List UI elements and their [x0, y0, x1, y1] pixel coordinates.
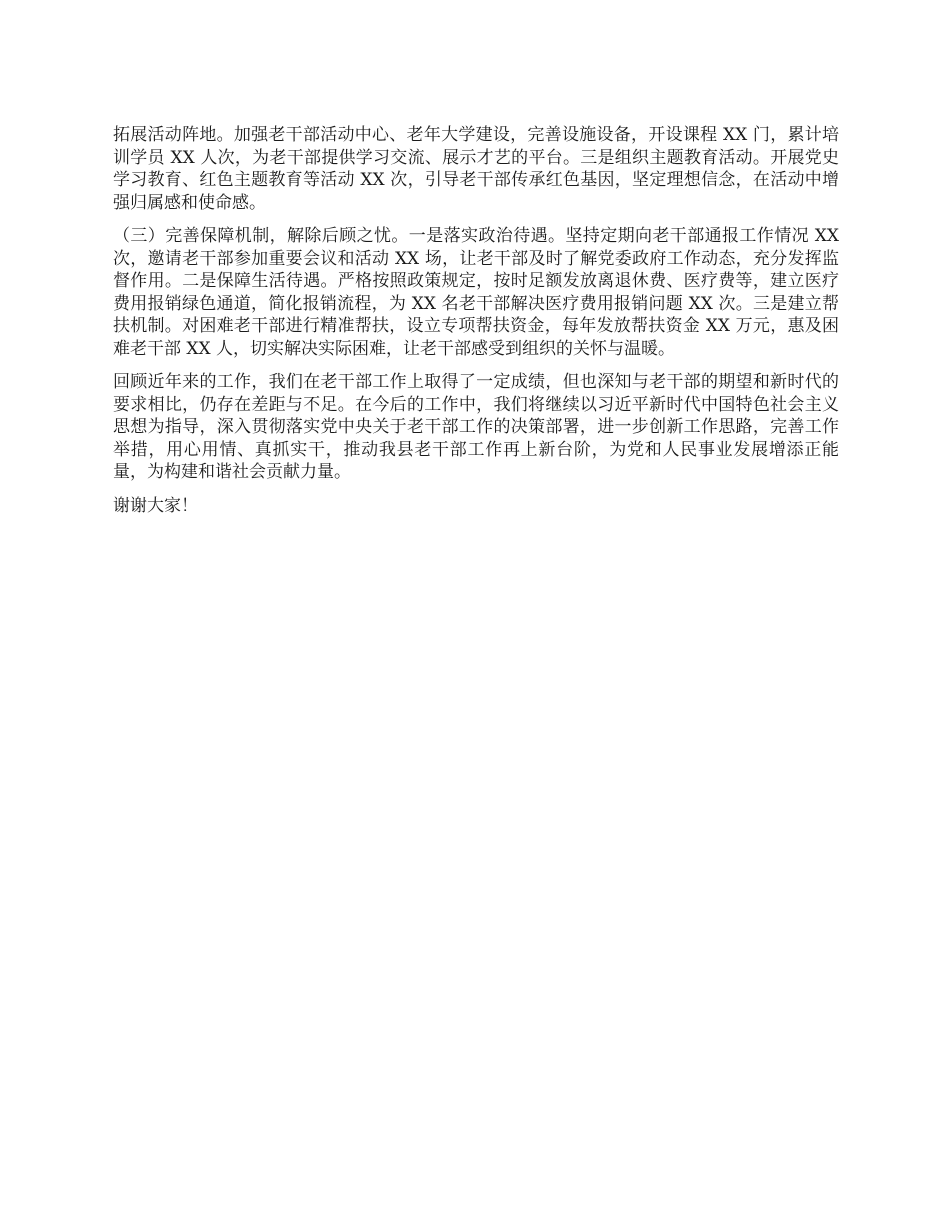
paragraph-review-outlook: 回顾近年来的工作，我们在老干部工作上取得了一定成绩，但也深知与老干部的期望和新时代的要求相比，仍存在差距与不足。在今后的工作中，我们将继续以习近平新时代中国特色社会主义思想为指导，深入贯彻落实党中央关于老干部工作的决策部署，进一步创新工作思路，完善工作举措，用心用情、真抓实干，推动我县老干部工作再上新台阶，为党和人民事业发展增添正能量，为构建和谐社会贡献力量。: [113, 372, 839, 482]
document-body: [113, 124, 839, 528]
paragraph-closing-thanks: 谢谢大家！: [113, 495, 198, 516]
paragraph-support-mechanism: （三）完善保障机制，解除后顾之忧。一是落实政治待遇。坚持定期向老干部通报工作情况 XX 次，邀请老干部参加重要会议和活动 XX 场，让老干部及时了解党委政府工作动态，充分发挥监督作用。二是保障生活待遇。严格按照政策规定，按时足额发放离退休费、医疗费等，建立医疗费用报销绿色通道，简化报销流程，为 XX 名老干部解决医疗费用报销问题 XX 次。三是建立帮扶机制。对困难老干部进行精准帮扶，设立专项帮扶资金，每年发放帮扶资金 XX 万元，惠及困难老干部 XX 人，切实解决实际困难，让老干部感受到组织的关怀与温暖。: [113, 226, 839, 359]
paragraph-activity-venues: 拓展活动阵地。加强老干部活动中心、老年大学建设，完善设施设备，开设课程 XX 门，累计培训学员 XX 人次，为老干部提供学习交流、展示才艺的平台。三是组织主题教育活动。开展党史学习教育、红色主题教育等活动 XX 次，引导老干部传承红色基因，坚定理想信念，在活动中增强归属感和使命感。: [113, 125, 839, 213]
